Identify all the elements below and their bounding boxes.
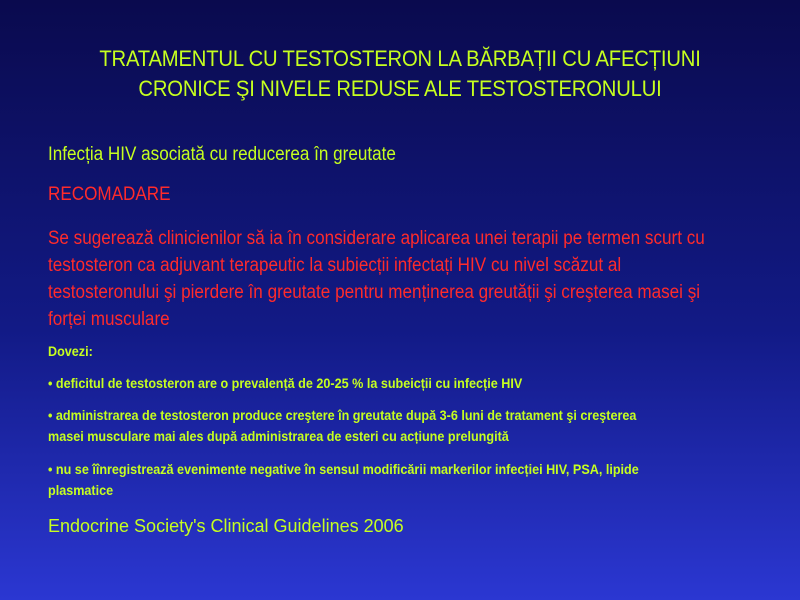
recommendation-label: RECOMADARE xyxy=(48,184,171,205)
evidence-item xyxy=(48,459,639,501)
source-citation: Endocrine Society's Clinical Guidelines 2006 xyxy=(48,516,404,536)
evidence-item-line: • deficitul de testosteron are o prevalență de 20-25 % la subeicții cu infecție HIV xyxy=(48,375,523,391)
slide-title xyxy=(69,44,731,104)
recommendation-text xyxy=(48,225,705,333)
evidence-item-line: • nu se îînregistrează evenimente negative în sensul modificării markerilor infecției HIV, PSA, lipide xyxy=(48,461,639,477)
evidence-item-line: plasmatice xyxy=(48,482,114,498)
recommendation-line: testosteronului şi pierdere în greutate pentru menținerea greutății şi creşterea masei şi xyxy=(48,282,701,303)
evidence-label: Dovezi: xyxy=(48,343,93,359)
slide-title-line: TRATAMENTUL CU TESTOSTERON LA BĂRBAȚII CU AFECȚIUNI xyxy=(99,46,701,71)
slide-title-line: CRONICE ŞI NIVELE REDUSE ALE TESTOSTERONULUI xyxy=(138,76,662,101)
recommendation-line: forței musculare xyxy=(48,309,170,330)
topic-heading: Infecția HIV asociată cu reducerea în greutate xyxy=(48,144,396,165)
evidence-item xyxy=(48,373,522,394)
evidence-item xyxy=(48,405,636,447)
recommendation-line: Se sugerează clinicienilor să ia în considerare aplicarea unei terapii pe termen scurt cu xyxy=(48,228,705,249)
recommendation-line: testosteron ca adjuvant terapeutic la subiecții infectați HIV cu nivel scăzut al xyxy=(48,255,622,276)
evidence-item-line: masei musculare mai ales după administrarea de esteri cu acțiune prelungită xyxy=(48,428,509,444)
evidence-item-line: • administrarea de testosteron produce creştere în greutate după 3-6 luni de tratament şi creşterea xyxy=(48,407,637,423)
